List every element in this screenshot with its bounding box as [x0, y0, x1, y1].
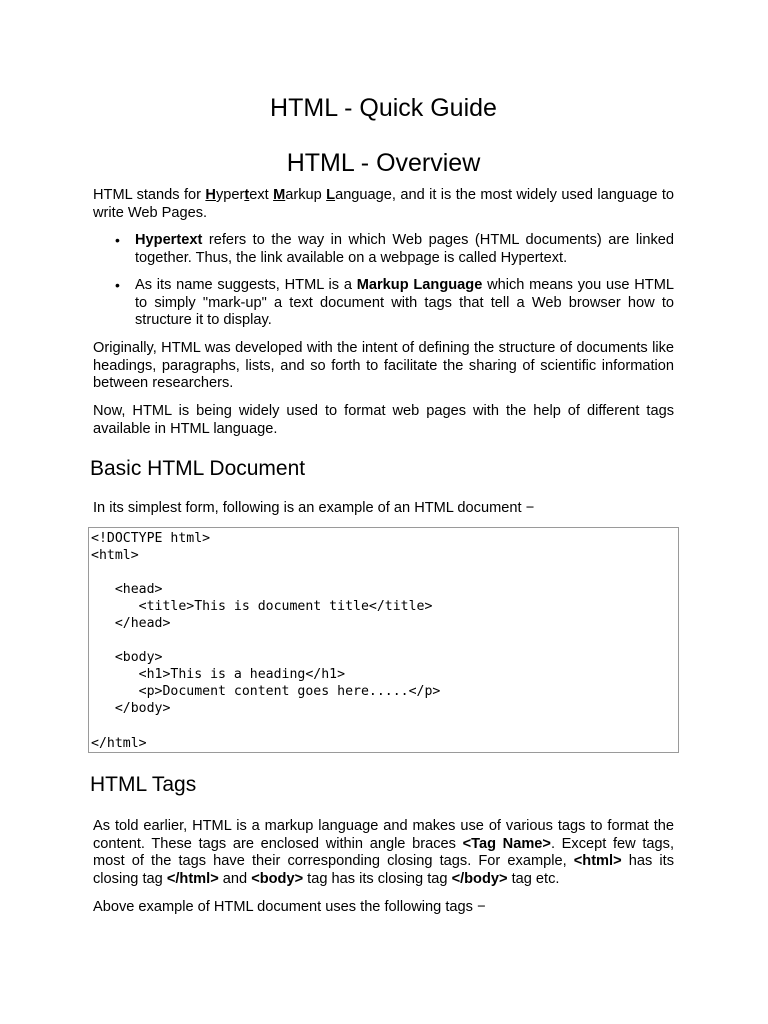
html-tags-paragraph: As told earlier, HTML is a markup language and makes use of various tags to format the content. These tags are enclosed within angle braces <Tag Name>. Except few tags, most of the tags have their corresponding closing tags. For example, <html> has its closing tag </html> and <body> tag has its closing tag </body> tag etc.: [93, 818, 675, 888]
acronym-t: t: [244, 187, 250, 203]
code-example-box: [88, 527, 679, 753]
bullet-text: Hypertext refers to the way in which Web pages (HTML documents) are linked together. Thus, the link available on a webpage is called Hypertext.: [135, 232, 674, 266]
acronym-m: M: [273, 187, 286, 203]
bullet-icon: •: [115, 232, 120, 248]
intro-yper: yper: [215, 187, 245, 203]
document-title: HTML - Quick Guide: [270, 94, 497, 122]
html-tags-heading: HTML Tags: [90, 773, 197, 796]
bullet-bold: Markup Language: [356, 277, 483, 293]
acronym-l: L: [326, 187, 336, 203]
intro-pre: HTML stands for: [93, 187, 206, 203]
intro-arkup: arkup: [285, 187, 327, 203]
intro-ext: ext: [249, 187, 274, 203]
overview-title: HTML - Overview: [286, 149, 481, 177]
acronym-h: H: [205, 187, 216, 203]
intro-rest: anguage, and it is the most widely used language to write Web Pages.: [93, 187, 674, 221]
overview-intro-paragraph: [93, 187, 674, 222]
overview-paragraph-2: Originally, HTML was developed with the intent of defining the structure of documents like headings, paragraphs, lists, and so forth to facilitate the sharing of scientific information between researchers.: [93, 340, 674, 392]
html-tags-paragraph-2: Above example of HTML document uses the following tags −: [93, 899, 486, 915]
basic-document-intro: In its simplest form, following is an example of an HTML document −: [93, 500, 535, 516]
code-example: <!DOCTYPE html> <html> <head> <title>This is document title</title> </head> <body> <h1>This is a heading</h1> <p>Document content goes here.....</p> </body> </html>: [91, 531, 441, 751]
bullet-icon: •: [115, 277, 120, 293]
basic-document-heading: Basic HTML Document: [90, 457, 306, 480]
bullet-bold: Hypertext: [135, 232, 203, 248]
bullet-text: As its name suggests, HTML is a Markup Language which means you use HTML to simply "mark-up" a text document with tags that tell a Web browser how to structure it to display.: [135, 277, 674, 329]
overview-paragraph-3: Now, HTML is being widely used to format web pages with the help of different tags available in HTML language.: [93, 403, 674, 437]
